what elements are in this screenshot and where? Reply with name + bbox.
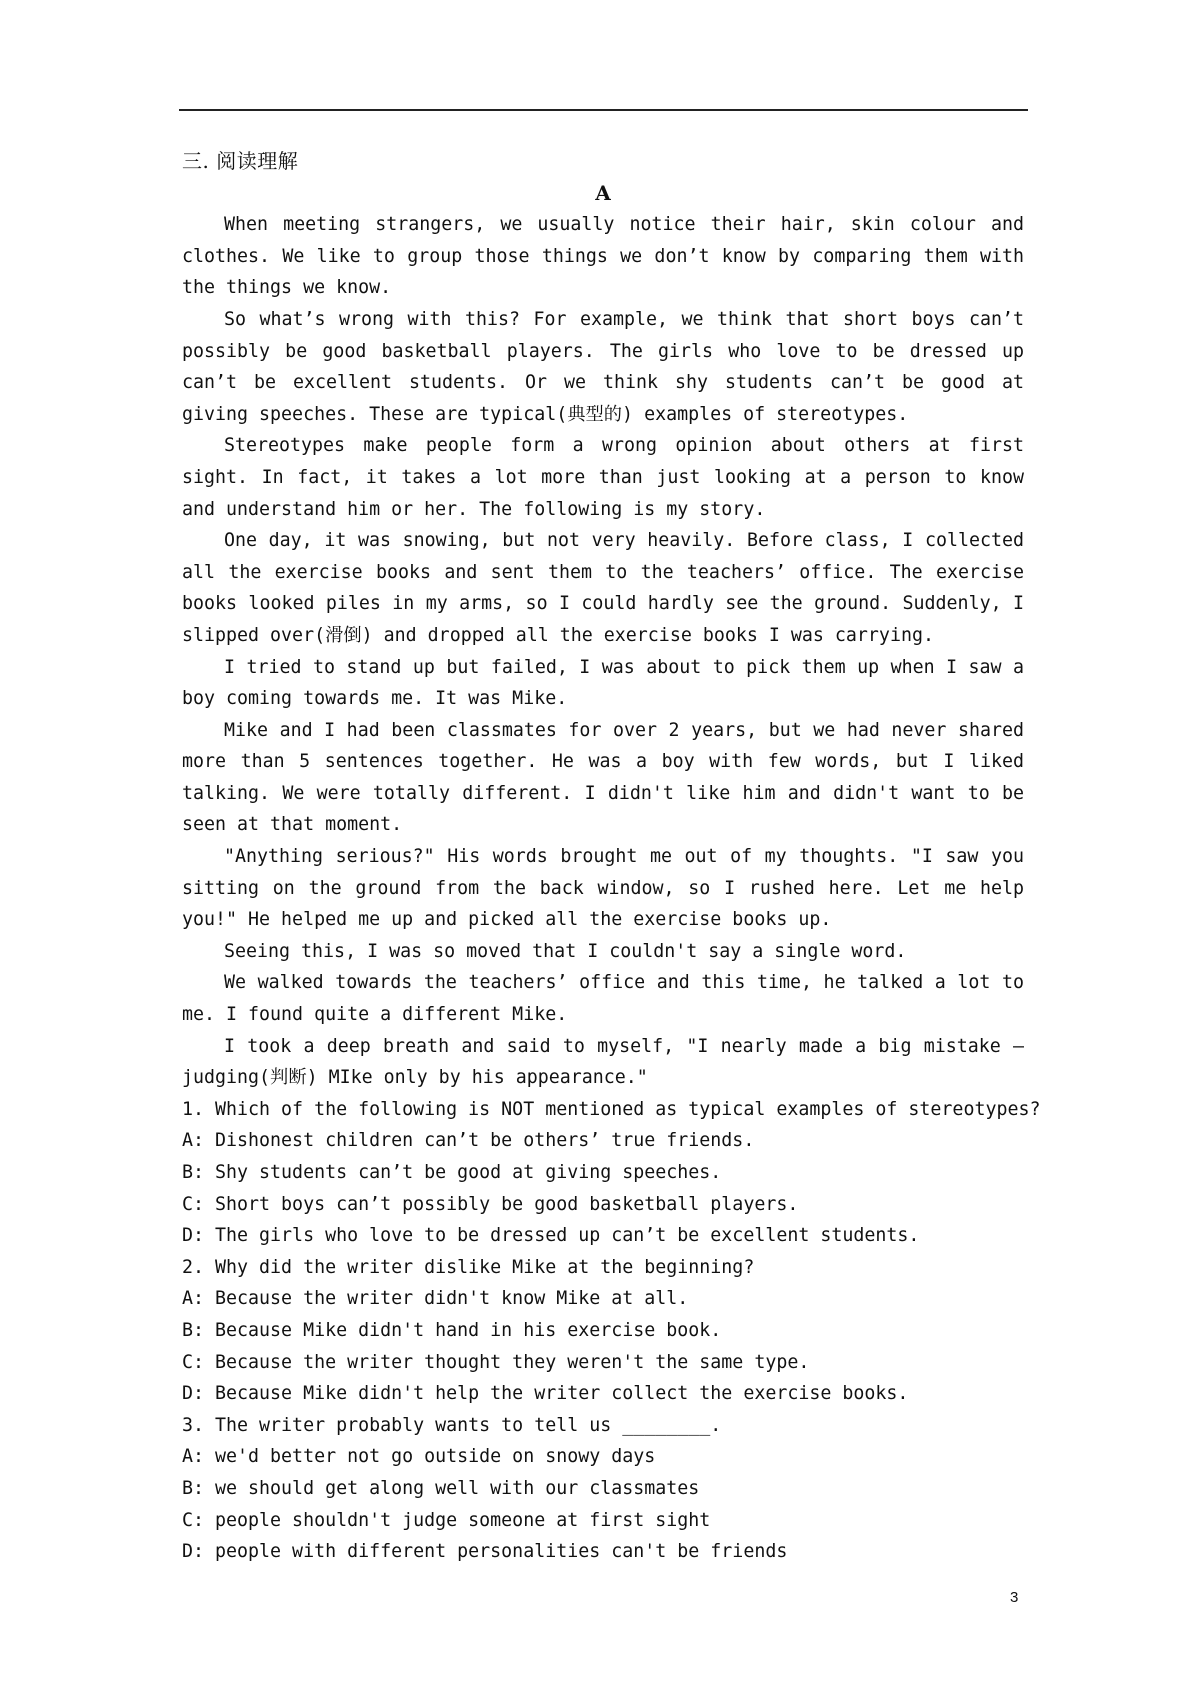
paragraph: I tried to stand up but failed, I was about to pick them up when I saw a boy coming towards me. It was Mike. (182, 656, 1024, 710)
question-option: B: Shy students can’t be good at giving speeches. (182, 1162, 722, 1183)
question-stem: 3. The writer probably wants to tell us ________. (182, 1414, 722, 1436)
paragraph: When meeting strangers, we usually notice their hair, skin colour and clothes. We like to group those things we don’t know by comparing them with the things we know. (182, 214, 1024, 299)
paragraph: One day, it was snowing, but not very heavily. Before class, I collected all the exercise books and sent them to the teachers’ office. The exercise books looked piles in my arms, so I could hardly see the ground. Suddenly, I slipped over(滑倒) and dropped all the exercise books I was carrying. (182, 530, 1024, 646)
paragraph: Stereotypes make people form a wrong opinion about others at first sight. In fact, it takes a lot more than just looking at a person to know and understand him or her. The following is my story. (182, 435, 1024, 520)
question-option: C: people shouldn't judge someone at first sight (182, 1509, 711, 1531)
passage-body (182, 209, 1024, 1094)
question-stem: 2. Why did the writer dislike Mike at the beginning? (182, 1256, 755, 1278)
question-3 (182, 1410, 1024, 1568)
question-1 (182, 1094, 1041, 1252)
paragraph: "Anything serious?" His words brought me out of my thoughts. "I saw you sitting on the ground from the back window, so I rushed here. Let me help you!" He helped me up and picked all the exercise books up. (182, 846, 1024, 931)
section-title: 三. 阅读理解 (182, 149, 299, 173)
document-page (182, 146, 1041, 1568)
question-option: B: we should get along well with our classmates (182, 1477, 700, 1499)
question-option: C: Because the writer thought they weren't the same type. (182, 1351, 810, 1373)
paragraph: I took a deep breath and said to myself, "I nearly made a big mistake — judging(判断) MIke only by his appearance." (182, 1035, 1024, 1089)
question-stem: 1. Which of the following is NOT mentioned as typical examples of stereotypes? (182, 1098, 1041, 1120)
paragraph: Mike and I had been classmates for over 2 years, but we had never shared more than 5 sentences together. He was a boy with few words, but I liked talking. We were totally different. I didn't like him and didn't want to be seen at that moment. (182, 719, 1024, 836)
paragraph: Seeing this, I was so moved that I couldn't say a single word. (224, 940, 907, 962)
paragraph: We walked towards the teachers’ office and this time, he talked a lot to me. I found quite a different Mike. (182, 972, 1024, 1026)
question-option: B: Because Mike didn't hand in his exercise book. (182, 1319, 722, 1341)
question-option: D: Because Mike didn't help the writer collect the exercise books. (182, 1383, 909, 1405)
question-option: D: people with different personalities can't be friends (182, 1541, 788, 1563)
paragraph: So what’s wrong with this? For example, we think that short boys can’t possibly be good basketball players. The girls who love to be dressed up can’t be excellent students. Or we think shy students can’t be good at giving speeches. These are typical(典型的) examples of stereotypes. (182, 308, 1024, 425)
page-number: 3 (1010, 1589, 1019, 1606)
question-option: A: Dishonest children can’t be others’ true friends. (182, 1130, 755, 1152)
question-2 (182, 1252, 1024, 1410)
header-rule (179, 109, 1028, 111)
passage-label: A (595, 180, 611, 205)
question-option: C: Short boys can’t possibly be good basketball players. (182, 1193, 799, 1215)
question-option: D: The girls who love to be dressed up can’t be excellent students. (182, 1225, 920, 1247)
question-option: A: we'd better not go outside on snowy days (182, 1446, 656, 1468)
question-option: A: Because the writer didn't know Mike at all. (182, 1288, 689, 1310)
